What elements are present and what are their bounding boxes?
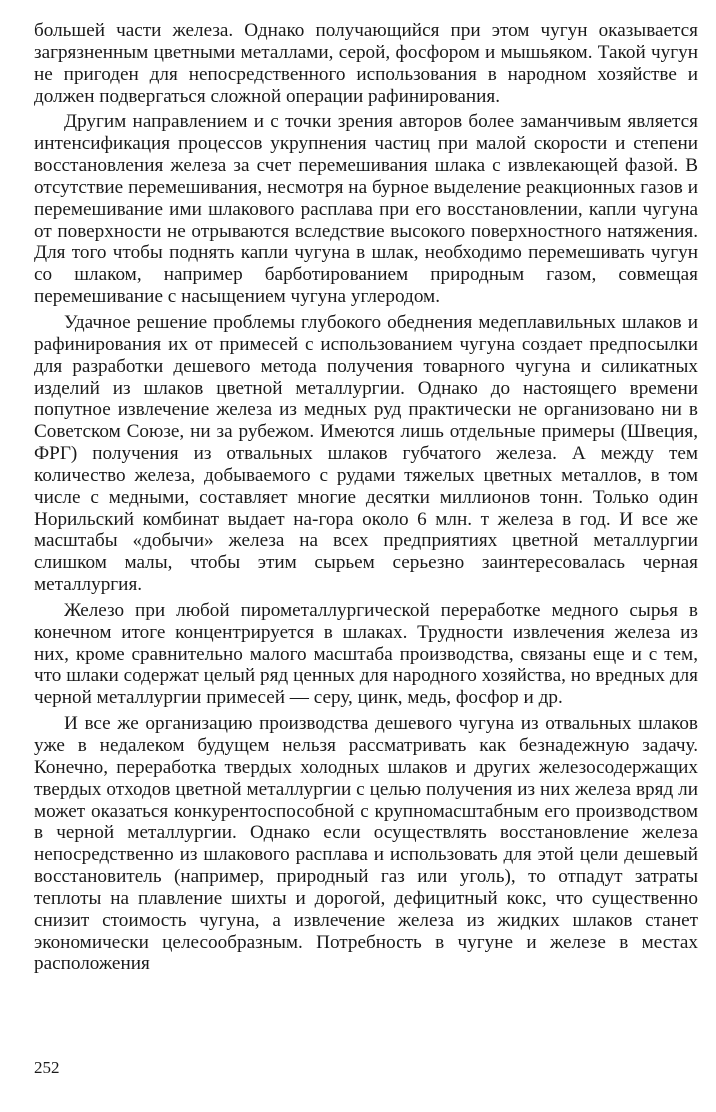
paragraph-5: И все же организацию производства дешевого чугуна из отвальных шлаков уже в недалеком будущем нельзя рассматривать как безнадежную задачу. Конечно, переработка твердых холодных шлаков и других железосодержащих твердых отходов цветной металлургии с целью получения из них железа вряд ли может оказаться конкурентоспособной с крупномасштабным его производством в черной металлургии. Однако если осуществлять восстановление железа непосредственно из шлакового расплава и использовать для этой цели дешевый восстановитель (например, природный газ или уголь), то отпадут затраты теплоты на плавление шихты и дорогой, дефицитный кокс, что существенно снизит стоимость чугуна, а извлечение железа из жидких шлаков станет экономически целесообразным. Потребность в чугуне и железе в местах расположения [34, 713, 698, 975]
page-number: 252 [34, 1058, 60, 1077]
paragraph-3: Удачное решение проблемы глубокого обеднения медеплавильных шлаков и рафинирования их от примесей с использованием чугуна создает предпосылки для разработки дешевого метода получения товарного чугуна и силикатных изделий из шлаков цветной металлургии. Однако до настоящего времени попутное извлечение железа из медных руд практически не организовано ни в Советском Союзе, ни за рубежом. Имеются лишь отдельные примеры (Швеция, ФРГ) получения из отвальных шлаков губчатого железа. А между тем количество железа, добываемого с рудами тяжелых цветных металлов, в том числе с медными, составляет многие десятки миллионов тонн. Только один Норильский комбинат выдает на-гора около 6 млн. т железа в год. И все же масштабы «добычи» железа на всех предприятиях цветной металлургии слишком малы, чтобы этим сырьем серьезно заинтересовалась черная металлургия. [34, 311, 698, 596]
document-page [34, 20, 698, 975]
paragraph-4: Железо при любой пирометаллургической переработке медного сырья в конечном итоге концентрируется в шлаках. Трудности извлечения железа из них, кроме сравнительно малого масштаба производства, связаны еще и с тем, что шлаки содержат целый ряд ценных для народного хозяйства, но вредных для черной металлургии примесей — серу, цинк, медь, фосфор и др. [34, 599, 698, 709]
paragraph-1: большей части железа. Однако получающийся при этом чугун оказывается загрязненным цветными металлами, серой, фосфором и мышьяком. Такой чугун не пригоден для непосредственного использования в народном хозяйстве и должен подвергаться сложной операции рафинирования. [34, 20, 698, 107]
paragraph-2: Другим направлением и с точки зрения авторов более заманчивым является интенсификация процессов укрупнения частиц при малой скорости и степени восстановления железа за счет перемешивания шлака с извлекающей фазой. В отсутствие перемешивания, несмотря на бурное выделение реакционных газов и перемешивание ими шлакового расплава при его восстановлении, капли чугуна от поверхности не отрываются вследствие высокого поверхностного натяжения. Для того чтобы поднять капли чугуна в шлак, необходимо перемешивать чугун со шлаком, например барботированием природным газом, совмещая перемешивание с насыщением чугуна углеродом. [34, 111, 698, 308]
